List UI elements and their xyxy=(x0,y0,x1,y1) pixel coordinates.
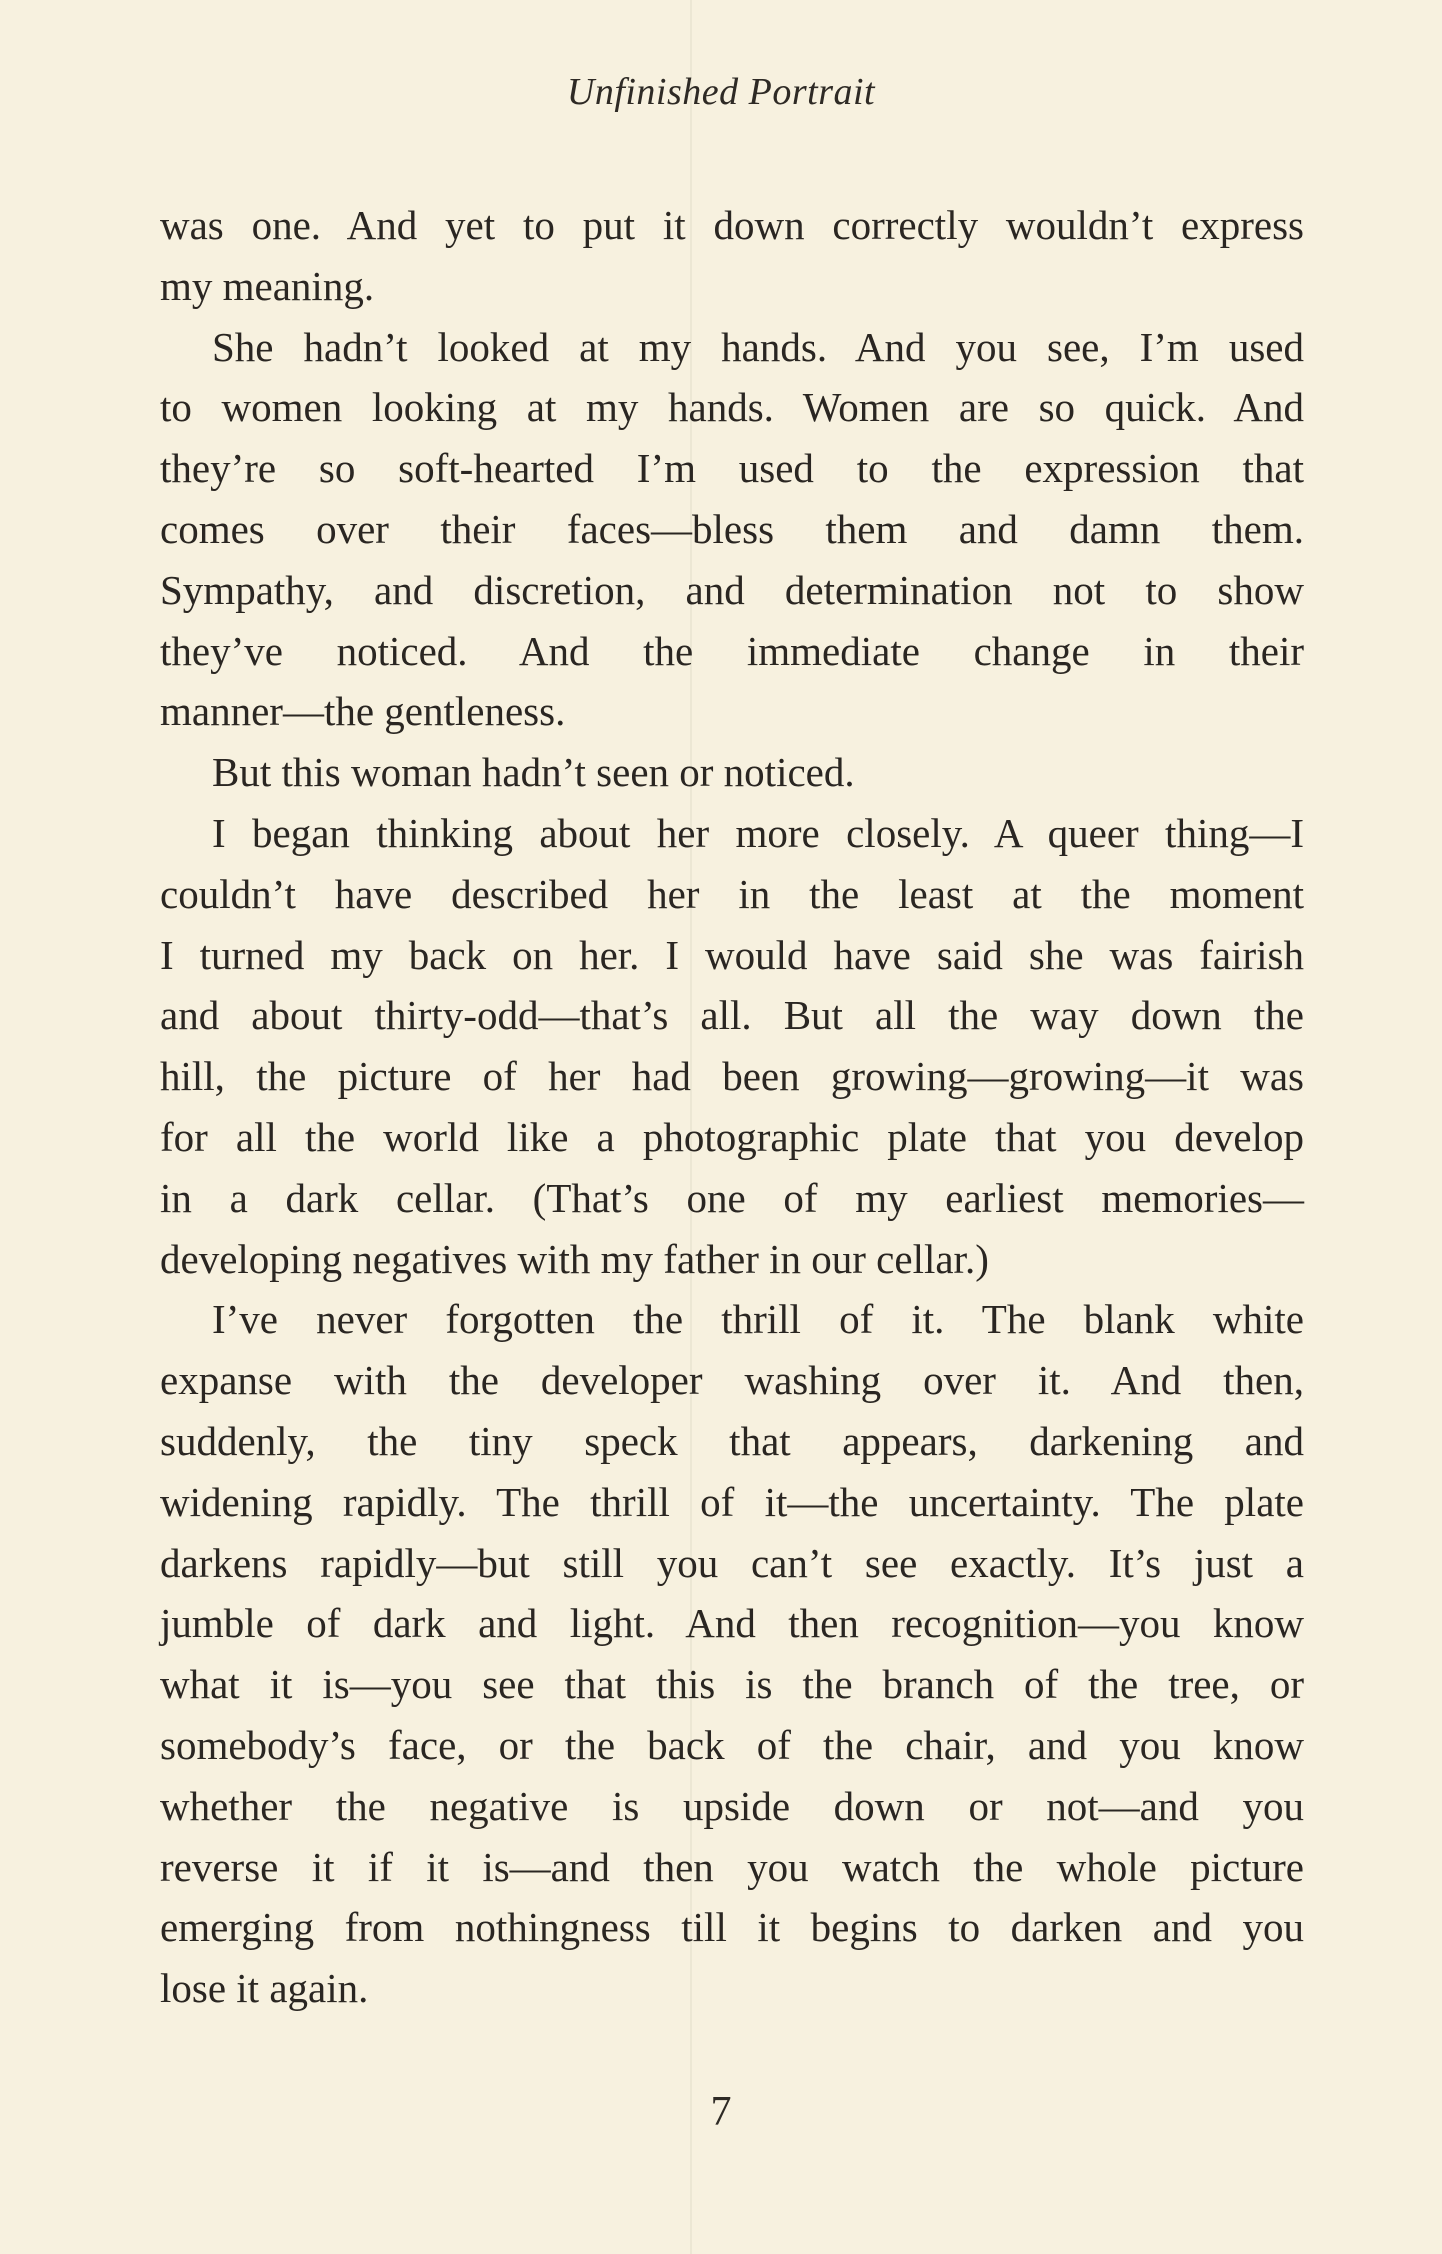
text-line: Sympathy, and discretion, and determination not to show xyxy=(160,566,1304,613)
text-line: I turned my back on her. I would have said she was fairish xyxy=(160,931,1304,978)
text-line: darkens rapidly—but still you can’t see exactly. It’s just a xyxy=(160,1539,1304,1586)
text-line: jumble of dark and light. And then recognition—you know xyxy=(160,1600,1304,1647)
text-line: whether the negative is upside down or not—and you xyxy=(160,1782,1304,1829)
text-line: expanse with the developer washing over it. And then, xyxy=(160,1357,1304,1404)
text-line: I’ve never forgotten the thrill of it. The blank white xyxy=(212,1296,1304,1343)
text-line: widening rapidly. The thrill of it—the uncertainty. The plate xyxy=(160,1478,1304,1525)
page-number: 7 xyxy=(710,2089,732,2135)
text-line: developing negatives with my father in our cellar.) xyxy=(160,1235,989,1282)
text-line: somebody’s face, or the back of the chair, and you know xyxy=(160,1721,1304,1768)
text-line: reverse it if it is—and then you watch the whole picture xyxy=(160,1843,1304,1890)
text-line: they’re so soft-hearted I’m used to the expression that xyxy=(160,445,1304,492)
text-line: was one. And yet to put it down correctly wouldn’t express xyxy=(160,202,1304,248)
text-line: suddenly, the tiny speck that appears, darkening and xyxy=(160,1417,1304,1464)
text-line: comes over their faces—bless them and damn them. xyxy=(160,505,1304,552)
text-line: I began thinking about her more closely. A queer thing—I xyxy=(212,809,1304,856)
text-line: to women looking at my hands. Women are so quick. And xyxy=(160,384,1304,431)
running-title: Unfinished Portrait xyxy=(566,71,876,113)
text-line: what it is—you see that this is the branch of the tree, or xyxy=(160,1661,1304,1708)
text-line: emerging from nothingness till it begins to darken and you xyxy=(160,1904,1304,1951)
text-line: for all the world like a photographic plate that you develop xyxy=(160,1113,1304,1160)
text-line: manner—the gentleness. xyxy=(160,688,566,735)
body-text xyxy=(160,195,1304,2019)
text-line: in a dark cellar. (That’s one of my earliest memories— xyxy=(160,1174,1304,1221)
text-line: my meaning. xyxy=(160,262,375,309)
text-line: and about thirty-odd—that’s all. But all the way down the xyxy=(160,992,1304,1039)
text-line: hill, the picture of her had been growing—growing—it was xyxy=(160,1053,1304,1100)
text-line: couldn’t have described her in the least at the moment xyxy=(160,870,1304,917)
text-line: lose it again. xyxy=(160,1965,369,2012)
text-line: they’ve noticed. And the immediate change in their xyxy=(160,627,1304,674)
text-line: But this woman hadn’t seen or noticed. xyxy=(212,749,855,796)
text-line: She hadn’t looked at my hands. And you see, I’m used xyxy=(212,323,1304,370)
